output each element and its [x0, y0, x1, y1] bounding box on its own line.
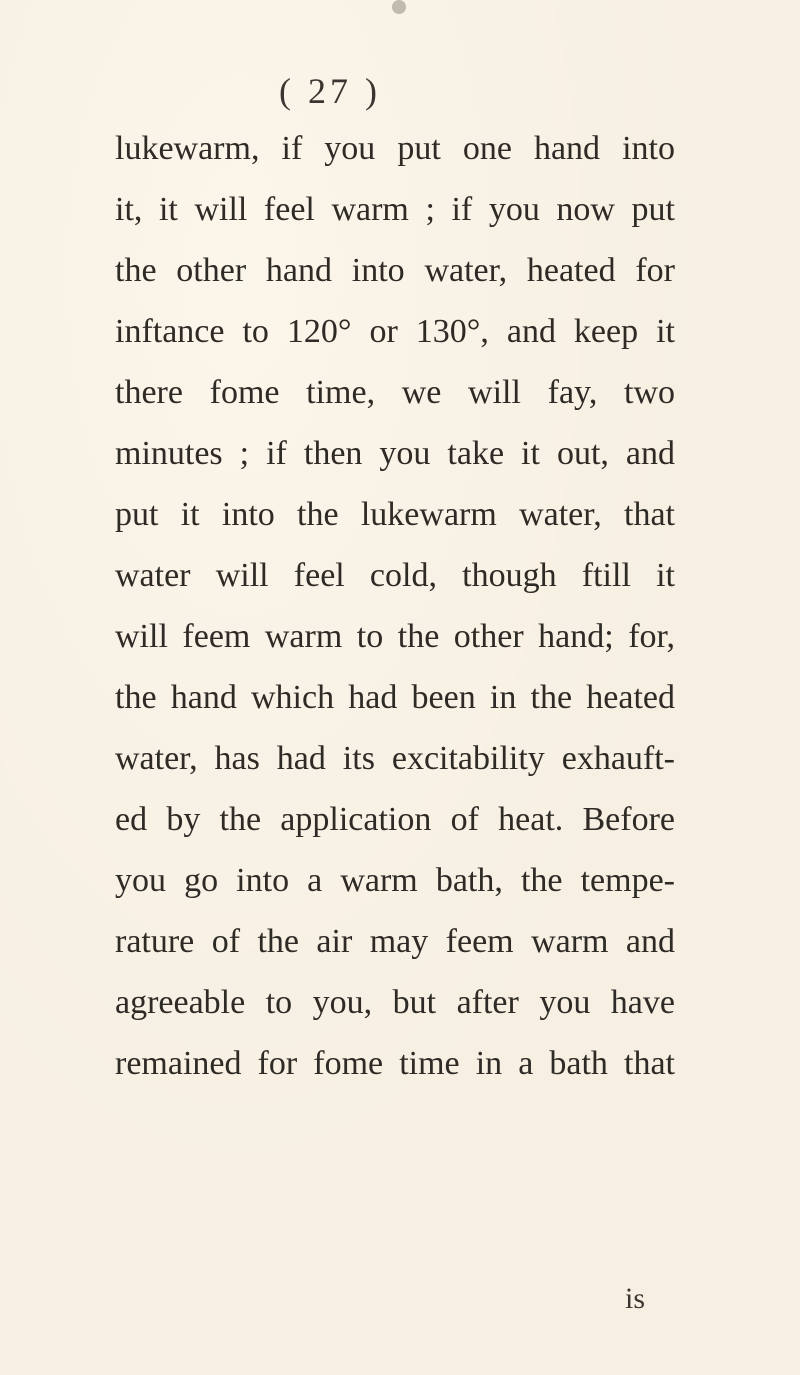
- text-line: you go into a warm bath, the tempe-: [115, 862, 675, 899]
- text-line: ed by the application of heat. Before: [115, 801, 675, 838]
- text-line: the hand which had been in the heated: [115, 679, 675, 716]
- text-line: inftance to 120° or 130°, and keep it: [115, 313, 675, 350]
- text-line: water, has had its excitability exhauft-: [115, 740, 675, 777]
- text-line: agreeable to you, but after you have: [115, 984, 675, 1021]
- body-text: [115, 118, 675, 1094]
- catchword: is: [625, 1282, 646, 1315]
- text-line: it, it will feel warm ; if you now put: [115, 191, 675, 228]
- ink-smudge: [392, 0, 406, 14]
- text-line: put it into the lukewarm water, that: [115, 496, 675, 533]
- text-line: there fome time, we will fay, two: [115, 374, 675, 411]
- text-line: minutes ; if then you take it out, and: [115, 435, 675, 472]
- text-line: water will feel cold, though ftill it: [115, 557, 675, 594]
- text-line: rature of the air may feem warm and: [115, 923, 675, 960]
- text-line: the other hand into water, heated for: [115, 252, 675, 289]
- text-line: remained for fome time in a bath that: [115, 1045, 675, 1082]
- text-line: will feem warm to the other hand; for,: [115, 618, 675, 655]
- text-line: lukewarm, if you put one hand into: [115, 130, 675, 167]
- page-number: ( 27 ): [279, 71, 381, 111]
